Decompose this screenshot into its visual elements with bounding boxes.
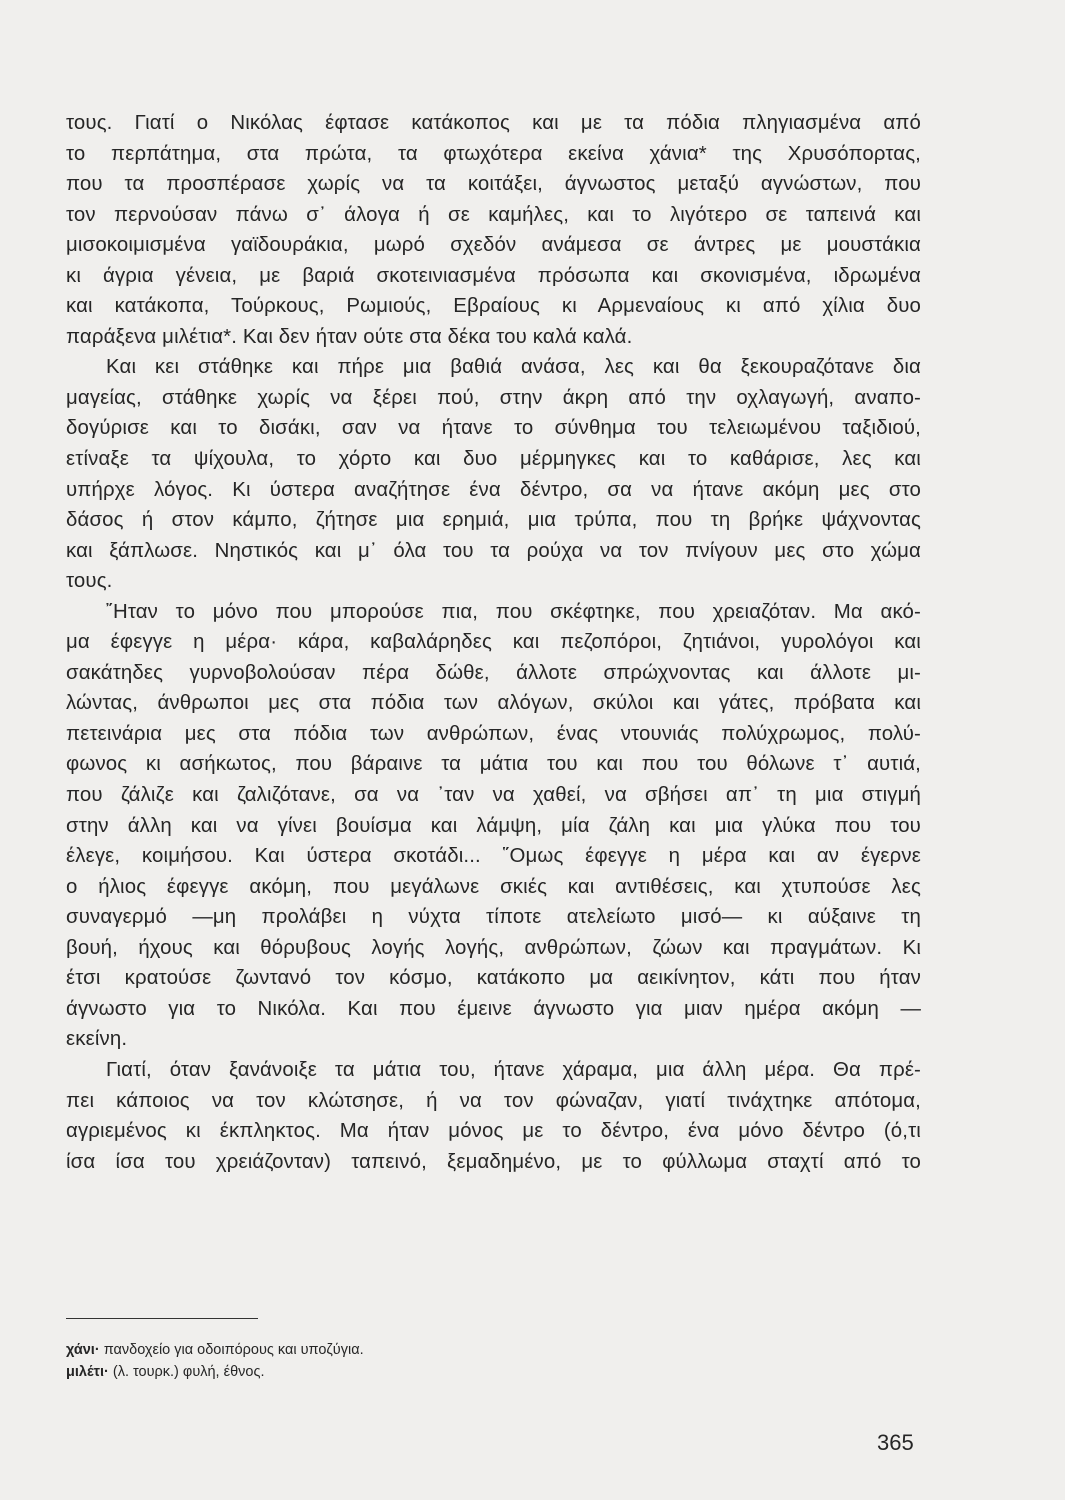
text-line: τους. Γιατί ο Νικόλας έφτασε κατάκοπος και με τα πόδια πληγιασμένα από [66,112,921,134]
text-line: και κατάκοπα, Τούρκους, Ρωμιούς, Εβραίους κι Αρμεναίους κι από χίλια δυο [66,295,921,318]
text-line: παράξενα μιλέτια*. Και δεν ήταν ούτε στα δέκα του καλά καλά. [66,325,633,348]
text-line: ετίναξε τα ψίχουλα, το χόρτο και δυο μέρμηγκες και το καθάρισε, λες και [66,448,921,471]
footnote [66,1361,766,1383]
text-line: άγνωστο για το Νικόλα. Και που έμεινε άγνωστο για μιαν ημέρα ακόμη — [66,997,921,1020]
footnote-definition: (λ. τουρκ.) φυλή, έθνος. [112,1364,265,1380]
text-line: κι άγρια γένεια, με βαριά σκοτεινιασμένα πρόσωπα και σκονισμένα, ιδρωμένα [66,264,921,287]
text-line: που τα προσπέρασε χωρίς να τα κοιτάξει, άγνωστος μεταξύ αγνώστων, που [66,173,921,196]
footnote-definition: πανδοχείο για οδοιπόρους και υποζύγια. [103,1342,364,1358]
text-line: έτσι κρατούσε ζωντανό τον κόσμο, κατάκοπο μα αεικίνητον, κάτι που ήταν [66,967,921,990]
body-text [66,108,921,1177]
text-line: πει κάποιος να τον κλώτσησε, ή να τον φώναζαν, γιατί τινάχτηκε απότομα, [66,1089,921,1112]
text-line: βουή, ήχους και θόρυβους λογής λογής, ανθρώπων, ζώων και πραγμάτων. Κι [66,936,921,959]
footnote-divider [66,1318,258,1319]
text-line: πετεινάρια μες στα πόδια των ανθρώπων, ένας ντουνιάς πολύχρωμος, πολύ- [66,722,921,745]
text-line: το περπάτημα, στα πρώτα, τα φτωχότερα εκείνα χάνια* της Χρυσόπορτας, [66,142,921,165]
text-line: που ζάλιζε και ζαλιζότανε, σα να ᾿ταν να χαθεί, να σβήσει απ᾿ τη μια στιγμή [66,784,921,807]
paragraph [66,597,921,1055]
text-line: ο ήλιος έφεγγε ακόμη, που μεγάλωνε σκιές και αντιθέσεις, και χτυπούσε λες [66,875,921,898]
text-line: στην άλλη και να γίνει βουίσμα και λάμψη, μία ζάλη και μια γλύκα που του [66,814,921,837]
text-line: συναγερμό —μη προλάβει η νύχτα τίποτε ατελείωτο μισό— κι αύξαινε τη [66,906,921,929]
text-line: ίσα ίσα του χρειάζονταν) ταπεινό, ξεμαδημένο, με το φύλλωμα σταχτί από το [66,1150,921,1173]
text-line: και ξάπλωσε. Νηστικός και μ᾿ όλα του τα ρούχα να τον πνίγουν μες στο χώμα [66,539,921,562]
text-line: Γιατί, όταν ξανάνοιξε τα μάτια του, ήτανε χάραμα, μια άλλη μέρα. Θα πρέ- [106,1058,921,1081]
paragraph [66,352,921,596]
footnote-term: μιλέτι· [66,1364,109,1380]
text-line: σακάτηδες γυρνοβολούσαν πέρα δώθε, άλλοτε σπρώχνοντας και άλλοτε μι- [66,661,921,684]
paragraph [66,108,921,352]
text-line: τον περνούσαν πάνω σ᾿ άλογα ή σε καμήλες, και το λιγότερο σε ταπεινά και [66,203,921,226]
text-line: μα έφεγγε η μέρα· κάρα, καβαλάρηδες και πεζοπόροι, ζητιάνοι, γυρολόγοι και [66,631,921,654]
text-line: εκείνη. [66,1028,128,1051]
text-line: αγριεμένος κι έκπληκτος. Μα ήταν μόνος με το δέντρο, ένα μόνο δέντρο (ό,τι [66,1120,921,1143]
text-line: μισοκοιμισμένα γαϊδουράκια, μωρό σχεδόν ανάμεσα σε άντρες με μουστάκια [66,234,921,257]
text-line: έλεγε, κοιμήσου. Και ύστερα σκοτάδι... ῞Ομως έφεγγε η μέρα και αν έγερνε [66,845,921,868]
text-line: τους. [66,570,113,593]
text-line: δογύρισε και το δισάκι, σαν να ήτανε το σύνθημα του τελειωμένου ταξιδιού, [66,417,921,440]
footnote-term: χάνι· [66,1342,100,1358]
text-line: λώντας, άνθρωποι μες στα πόδια των αλόγων, σκύλοι και γάτες, πρόβατα και [66,692,921,715]
footnote [66,1339,766,1361]
text-line: υπήρχε λόγος. Κι ύστερα αναζήτησε ένα δέντρο, σα να ήτανε ακόμη μες στο [66,478,921,501]
text-line: Και κει στάθηκε και πήρε μια βαθιά ανάσα, λες και θα ξεκουραζότανε δια [106,356,921,379]
page-number: 365 [877,1430,914,1455]
text-line: μαγείας, στάθηκε χωρίς να ξέρει πού, στην άκρη από την οχλαγωγή, αναπο- [66,386,921,409]
footnotes [66,1339,766,1383]
text-line: δάσος ή στον κάμπο, ζήτησε μια ερημιά, μια τρύπα, που τη βρήκε ψάχνοντας [66,509,921,532]
text-line: φωνος κι ασήκωτος, που βάραινε τα μάτια του και που του θόλωνε τ᾿ αυτιά, [66,753,921,776]
text-line: ῎Ηταν το μόνο που μπορούσε πια, που σκέφτηκε, που χρειαζόταν. Μα ακό- [106,600,921,623]
paragraph [66,1055,921,1177]
